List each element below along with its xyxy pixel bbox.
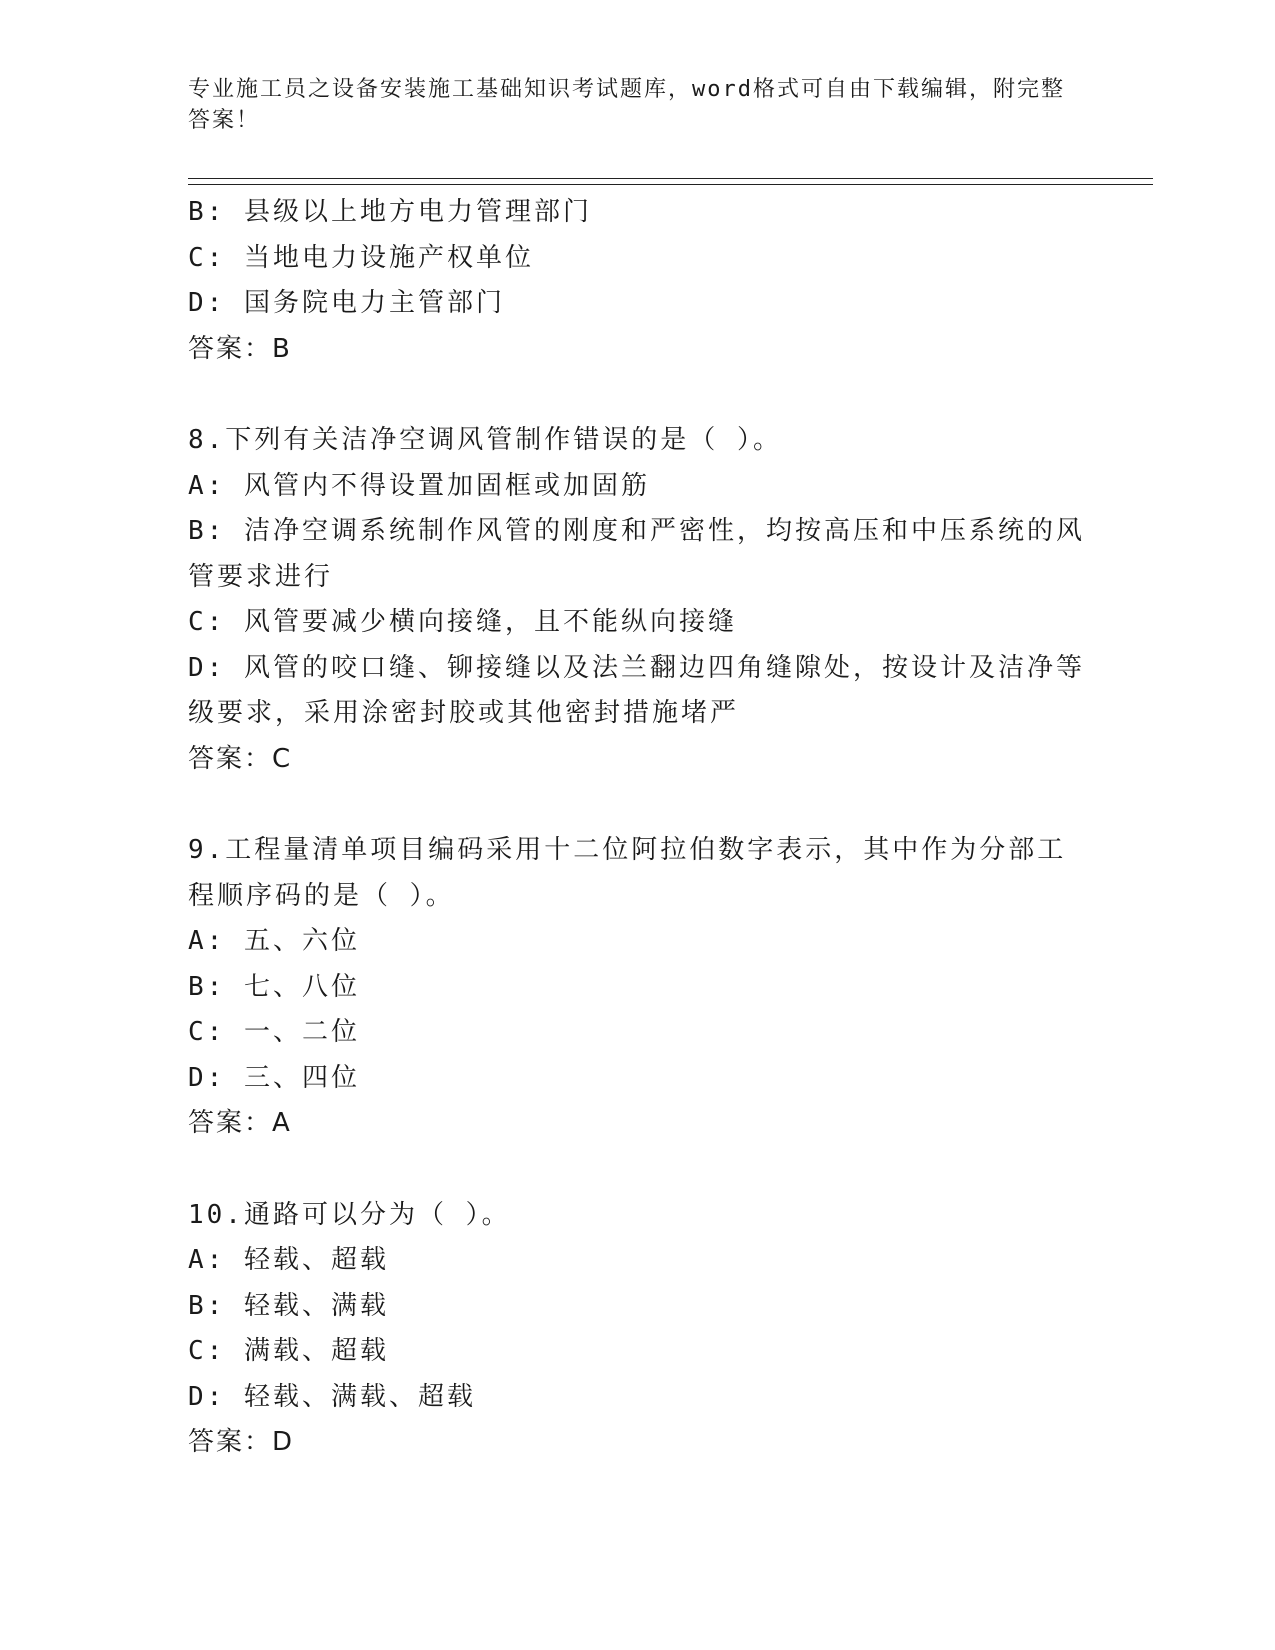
q8-question: 8.下列有关洁净空调风管制作错误的是（ ）。 [188,425,782,455]
q9-option-b: B: 七、八位 [188,971,360,1002]
q8-option-d: D: 风管的咬口缝、铆接缝以及法兰翻边四角缝隙处，按设计及洁净等级要求，采用涂密封胶或其他密封措施堵严 [188,652,1085,728]
question-10 [188,1193,1088,1466]
spacer [188,372,1088,418]
header-divider-bottom [188,184,1153,185]
q9-answer: 答案：A [188,1108,292,1138]
q10-option-a: A: 轻载、超载 [188,1245,389,1275]
q8-option-a: A: 风管内不得设置加固框或加固筋 [188,470,650,501]
question-7 [188,190,1088,372]
q9-question: 9.工程量清单项目编码采用十二位阿拉伯数字表示，其中作为分部工程顺序码的是（ ）。 [188,835,1067,911]
q8-option-b: B: 洁净空调系统制作风管的刚度和严密性，均按高压和中压系统的风管要求进行 [188,516,1085,592]
q9-option-d: D: 三、四位 [188,1062,360,1093]
q10-option-b: B: 轻载、满载 [188,1290,389,1321]
document-header [188,74,1088,136]
q9-option-c: C: 一、二位 [188,1017,360,1047]
q7-answer: 答案：B [188,333,292,364]
q10-option-c: C: 满载、超载 [188,1336,389,1366]
question-list [188,190,1088,1466]
q7-option-b: B: 县级以上地方电力管理部门 [188,197,592,227]
spacer [188,1147,1088,1193]
question-9 [188,828,1088,1147]
question-8 [188,418,1088,782]
q8-option-c: C: 风管要减少横向接缝，且不能纵向接缝 [188,607,737,637]
header-title: 专业施工员之设备安装施工基础知识考试题库，word格式可自由下载编辑，附完整答案！ [188,77,1065,133]
q8-answer: 答案：C [188,743,293,774]
q10-question: 10.通路可以分为（ ）。 [188,1199,511,1230]
q9-option-a: A: 五、六位 [188,926,360,956]
header-divider-top [188,178,1153,179]
q7-option-d: D: 国务院电力主管部门 [188,288,505,318]
spacer [188,782,1088,828]
q10-option-d: D: 轻载、满载、超载 [188,1381,476,1412]
q7-option-c: C: 当地电力设施产权单位 [188,242,534,273]
q10-answer: 答案：D [188,1427,295,1457]
